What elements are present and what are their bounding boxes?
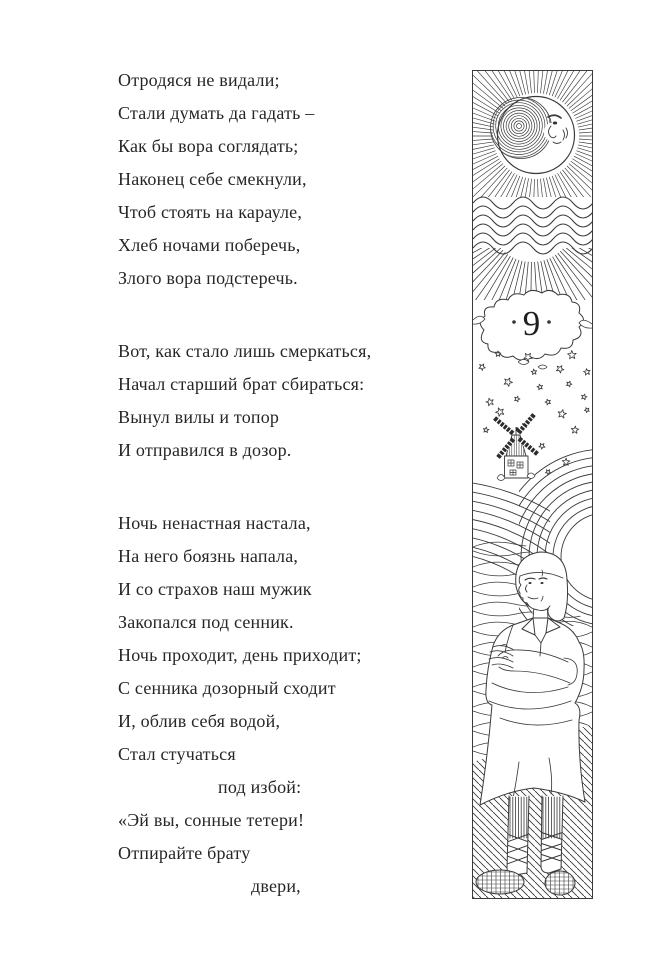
- poem-line: Начал старший брат сбираться:: [118, 374, 365, 394]
- poem-line: под избой:: [218, 777, 302, 797]
- poem-line: Хлеб ночами поберечь,: [118, 235, 301, 255]
- bast-shoe-right: [545, 871, 575, 895]
- poem-line: И, облив себя водой,: [118, 711, 281, 731]
- page-number: 9: [522, 304, 541, 343]
- poem-line: Злого вора подстеречь.: [118, 268, 298, 288]
- stanza: [118, 335, 371, 467]
- poem-line: Стал стучаться: [118, 744, 236, 764]
- poem-line: двери,: [251, 876, 301, 896]
- stanza: [118, 64, 371, 295]
- bast-shoe-left: [476, 870, 524, 894]
- poem-line: Отродяся не видали;: [118, 70, 280, 90]
- poem-line: Вот, как стало лишь смеркаться,: [118, 341, 372, 361]
- poem-line: И со страхов наш мужик: [118, 579, 312, 599]
- poem-line: Отпирайте брату: [118, 843, 251, 863]
- page-number-dot: [512, 320, 516, 324]
- poem-line: Вынул вилы и топор: [118, 407, 280, 427]
- stanza: [118, 507, 371, 903]
- poem-line: Как бы вора соглядать;: [118, 136, 299, 156]
- poem-text-column: [118, 64, 371, 903]
- poem-line: «Эй вы, сонные тетери!: [118, 810, 305, 830]
- poem-line: Закопался под сенник.: [118, 612, 294, 632]
- poem-line: Наконец себе смекнули,: [118, 169, 307, 189]
- waves-icon: [473, 197, 593, 254]
- poem-line: На него боязнь напала,: [118, 546, 299, 566]
- poem-line: Стали думать да гадать –: [118, 103, 315, 123]
- bookmark-illustration: [472, 70, 593, 899]
- page-number-dot: [547, 320, 551, 324]
- poem-line: Ночь проходит, день приходит;: [118, 645, 362, 665]
- poem-line: С сенника дозорный сходит: [118, 678, 336, 698]
- poem-line: Чтоб стоять на карауле,: [118, 202, 303, 222]
- poem-line: Ночь ненастная настала,: [118, 513, 311, 533]
- poem-line: И отправился в дозор.: [118, 440, 292, 460]
